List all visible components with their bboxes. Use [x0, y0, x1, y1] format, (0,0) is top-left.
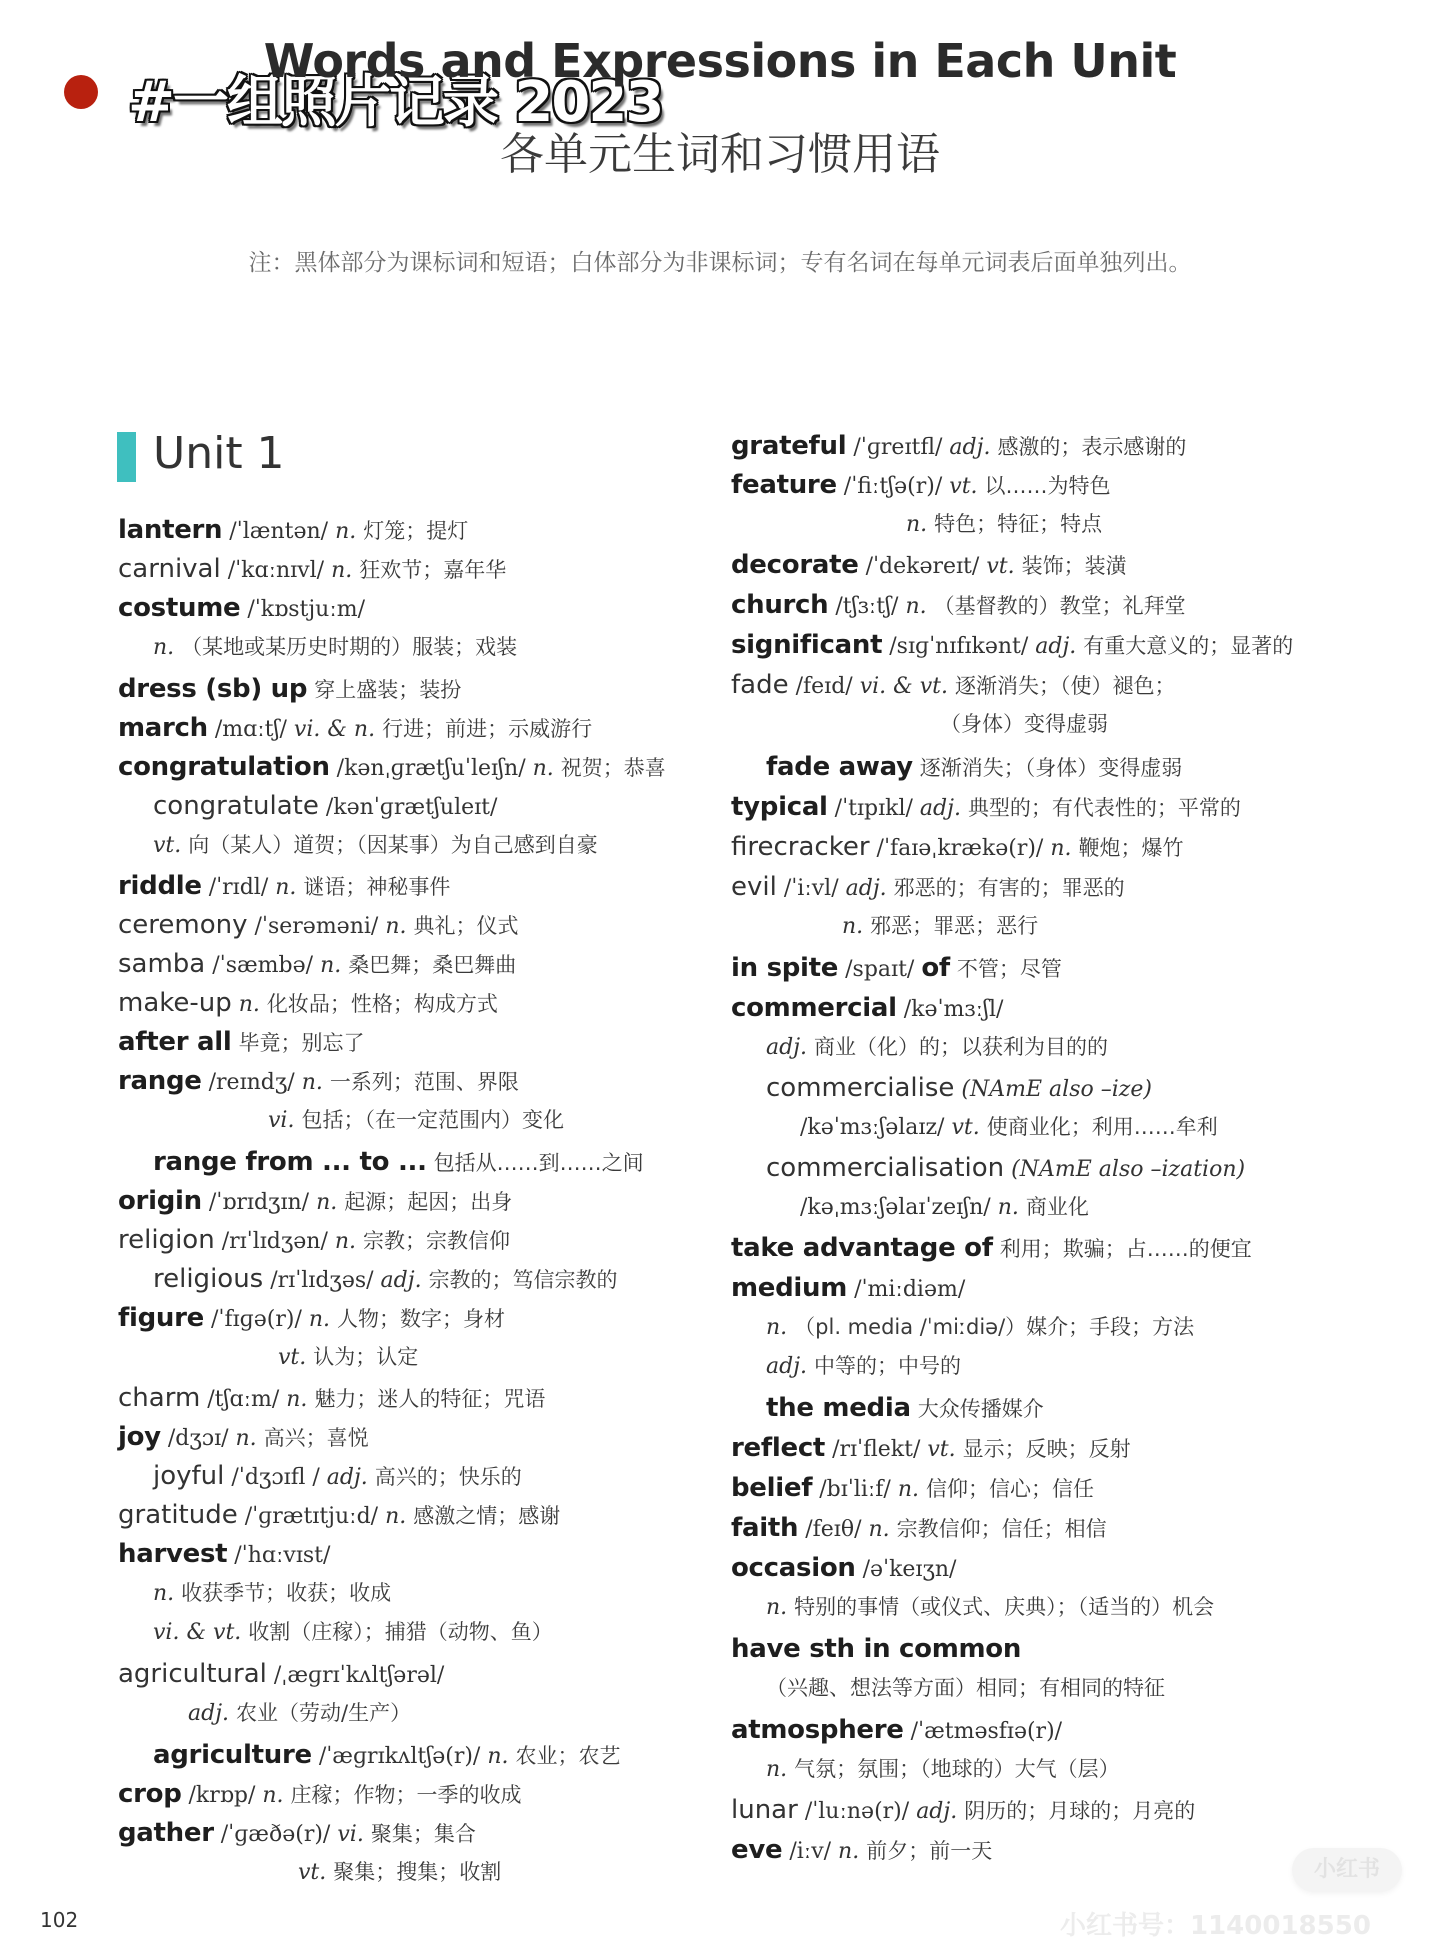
vocab-entry [731, 1553, 956, 1583]
phonetic: /əˈkeɪʒn/ [862, 1557, 957, 1582]
vocab-entry [118, 515, 468, 545]
vocab-entry [153, 1461, 522, 1491]
headword: take advantage of [731, 1233, 993, 1263]
headword-tail: of [921, 953, 950, 983]
phonetic: /ˈhɑːvɪst/ [234, 1543, 331, 1568]
vocab-entry [118, 1422, 369, 1452]
phonetic: /feɪθ/ [805, 1517, 862, 1542]
vocab-entry [118, 988, 498, 1018]
vocab-entry [118, 1659, 444, 1689]
definition: 装饰；装潢 [1021, 554, 1127, 578]
phonetic: /sɪɡˈnɪfɪkənt/ [889, 634, 1029, 659]
vocab-entry [731, 792, 1241, 822]
vocab-entry [766, 752, 1182, 782]
vocab-entry [153, 1740, 621, 1770]
spelling-variant-note: (NAmE also –ize) [961, 1077, 1152, 1102]
definition: 认为；认定 [313, 1345, 419, 1369]
vocab-entry [731, 1233, 1252, 1263]
part-of-speech: vi. [268, 1108, 295, 1133]
vocab-entry-continuation [842, 911, 1038, 941]
phonetic: /ˈɡæðə(r)/ [220, 1822, 331, 1847]
definition: 魅力；迷人的特征；咒语 [314, 1387, 546, 1411]
definition: 高兴的；快乐的 [374, 1465, 522, 1489]
phonetic: /ˌæɡrɪˈkʌltʃərəl/ [273, 1663, 445, 1688]
vocab-entry [118, 1225, 510, 1255]
vocab-entry [766, 1073, 1152, 1103]
phonetic: /ˈfɪɡə(r)/ [211, 1307, 302, 1332]
part-of-speech: n. [842, 914, 864, 939]
page-title-zh: 各单元生词和习惯用语 [500, 129, 940, 180]
headword: atmosphere [731, 1715, 904, 1745]
headword: samba [118, 949, 206, 979]
headword: harvest [118, 1539, 228, 1569]
headword: in spite [731, 953, 839, 983]
part-of-speech: n. [238, 992, 260, 1017]
vocab-entry-continuation [188, 1698, 411, 1728]
vocab-entry [731, 670, 1176, 700]
part-of-speech: n. [766, 1595, 788, 1620]
headword: religion [118, 1225, 215, 1255]
part-of-speech: vt. [298, 1860, 327, 1885]
part-of-speech: vt. [951, 1115, 980, 1140]
vocab-entry [118, 1303, 505, 1333]
part-of-speech: n. [997, 1195, 1019, 1220]
part-of-speech: vi. [337, 1822, 364, 1847]
phonetic: /tʃɜːtʃ/ [835, 594, 899, 619]
definition: 大众传播媒介 [917, 1397, 1044, 1421]
headword: medium [731, 1273, 848, 1303]
definition: 宗教信仰；信任；相信 [896, 1517, 1107, 1541]
part-of-speech: vi. & n. [293, 717, 376, 742]
headword: occasion [731, 1553, 856, 1583]
phonetic: /ˈdekəreɪt/ [865, 554, 980, 579]
definition: 宗教的；笃信宗教的 [428, 1268, 618, 1292]
definition: 邪恶；罪恶；恶行 [870, 914, 1039, 938]
vocab-entry [118, 1779, 522, 1809]
phonetic: /ˈkɑːnɪvl/ [227, 558, 325, 583]
phonetic: /ˈdʒɔɪfl / [231, 1465, 320, 1490]
part-of-speech: n. [331, 558, 353, 583]
vocab-entry-continuation [940, 709, 1108, 739]
definition: 特别的事情（或仪式、庆典）；（适当的）机会 [794, 1595, 1215, 1619]
phonetic: /ˈiːvl/ [783, 876, 839, 901]
part-of-speech: adj. [1035, 634, 1077, 659]
headword: fade [731, 670, 789, 700]
definition: 行进；前进；示威游行 [382, 717, 593, 741]
vocab-entry [766, 1393, 1044, 1423]
definition: 利用；欺骗；占……的便宜 [999, 1237, 1252, 1261]
page-number: 102 [40, 1908, 79, 1932]
vocab-entry [731, 1473, 1094, 1503]
definition: 灯笼；提灯 [363, 519, 469, 543]
headword: make-up [118, 988, 232, 1018]
definition: （基督教的）教堂；礼拜堂 [933, 594, 1186, 618]
headword: firecracker [731, 832, 870, 862]
phonetic: /bɪˈliːf/ [819, 1477, 891, 1502]
definition: （某地或某历史时期的）服装；戏装 [181, 635, 518, 659]
phonetic: /ˈfaɪəˌkrækə(r)/ [876, 836, 1044, 861]
vocab-entry [731, 550, 1127, 580]
phonetic: /kəˈmɜːʃl/ [903, 997, 1004, 1022]
definition: 聚集；搜集；收割 [333, 1860, 502, 1884]
phonetic: /ˈfiːtʃə(r)/ [843, 474, 943, 499]
phonetic: /ˈlæntən/ [229, 519, 329, 544]
phonetic: /feɪd/ [795, 674, 853, 699]
definition: 特色；特征；特点 [934, 512, 1103, 536]
headword: riddle [118, 871, 202, 901]
definition: 商业（化）的；以获利为目的的 [814, 1035, 1109, 1059]
headword: church [731, 590, 829, 620]
headword: range from ... to ... [153, 1147, 427, 1177]
definition: 不管；尽管 [956, 957, 1062, 981]
part-of-speech: adj. [766, 1354, 808, 1379]
vocab-entry [731, 832, 1184, 862]
vocab-entry [118, 1539, 330, 1569]
phonetic: /ˈluːnə(r)/ [804, 1799, 910, 1824]
definition: 以……为特色 [984, 474, 1111, 498]
part-of-speech: n. [1050, 836, 1072, 861]
part-of-speech: n. [301, 1070, 323, 1095]
vocab-entry-continuation [298, 1857, 501, 1887]
part-of-speech: n. [275, 875, 297, 900]
definition: （兴趣、想法等方面）相同；有相同的特征 [766, 1676, 1165, 1700]
headword: eve [731, 1835, 783, 1865]
phonetic: /mɑːtʃ/ [214, 717, 287, 742]
definition: （身体）变得虚弱 [940, 712, 1108, 736]
vocab-entry [118, 1818, 476, 1848]
part-of-speech: n. [308, 1307, 331, 1332]
vocab-entry [118, 713, 592, 743]
definition: 收割（庄稼）；捕猎（动物、鱼） [248, 1620, 553, 1644]
headword: range [118, 1066, 202, 1096]
phonetic: /krɒp/ [188, 1783, 256, 1808]
vocab-entry-continuation [800, 1192, 1089, 1222]
phonetic: /kənˌɡrætʃuˈleɪʃn/ [336, 756, 526, 781]
headword: march [118, 713, 208, 743]
phonetic: /kəˈmɜːʃəlaɪz/ [800, 1115, 945, 1140]
headword: belief [731, 1473, 813, 1503]
definition: 包括；（在一定范围内）变化 [301, 1108, 564, 1132]
vocab-entry [118, 752, 666, 782]
part-of-speech: n. [316, 1190, 338, 1215]
definition: 前夕；前一天 [866, 1839, 993, 1863]
part-of-speech: vt. [986, 554, 1015, 579]
part-of-speech: n. [385, 1504, 407, 1529]
part-of-speech: adj. [845, 876, 887, 901]
definition: 狂欢节；嘉年华 [359, 558, 507, 582]
vocab-entry-continuation [766, 1673, 1165, 1703]
part-of-speech: adj. [766, 1035, 808, 1060]
headword: lunar [731, 1795, 798, 1825]
headword: religious [153, 1264, 264, 1294]
vocab-entry [731, 1795, 1195, 1825]
vocab-entry-continuation [153, 1617, 553, 1647]
definition: 农业（劳动/生产） [236, 1701, 412, 1725]
headword: commercialise [766, 1073, 955, 1103]
vocab-entry [731, 993, 1003, 1023]
headword: charm [118, 1383, 201, 1413]
vocab-entry-continuation [278, 1342, 418, 1372]
part-of-speech: n. [262, 1783, 284, 1808]
headword: commercial [731, 993, 897, 1023]
definition: 收获季节；收获；收成 [181, 1581, 392, 1605]
headword: the media [766, 1393, 911, 1423]
definition: 感激之情；感谢 [413, 1504, 561, 1528]
vocab-entry [118, 1027, 364, 1057]
phonetic: /ˈɡrætɪtjuːd/ [244, 1504, 379, 1529]
definition: 典型的；有代表性的；平常的 [967, 796, 1241, 820]
headword: decorate [731, 550, 859, 580]
part-of-speech: n. [334, 1229, 357, 1254]
page-title-en: Words and Expressions in Each Unit [263, 34, 1177, 88]
vocab-entry [731, 1433, 1131, 1463]
headword: congratulate [153, 791, 319, 821]
watermark-badge: 小红书 [1292, 1848, 1402, 1892]
definition: 感激的；表示感谢的 [997, 435, 1187, 459]
vocab-entry [731, 590, 1186, 620]
phonetic: /kəˌmɜːʃəlaɪˈzeɪʃn/ [800, 1195, 991, 1220]
headword: agricultural [118, 1659, 267, 1689]
definition: 阴历的；月球的；月亮的 [964, 1799, 1196, 1823]
hashtag-overlay[interactable]: #一组照片记录 2023 [128, 70, 663, 135]
headword: evil [731, 872, 777, 902]
headword: agriculture [153, 1740, 312, 1770]
headword: after all [118, 1027, 232, 1057]
definition: 高兴；喜悦 [263, 1426, 369, 1450]
part-of-speech: n. [906, 512, 928, 537]
phonetic: /ˈtɪpɪkl/ [834, 796, 913, 821]
part-of-speech: n. [838, 1839, 860, 1864]
vocab-entry [118, 1066, 519, 1096]
phonetic: /kənˈɡrætʃuleɪt/ [325, 795, 498, 820]
headword: gratitude [118, 1500, 238, 1530]
headword: figure [118, 1303, 205, 1333]
vocab-entry-continuation [153, 632, 517, 662]
unit-heading: Unit 1 [153, 428, 285, 479]
phonetic: /ˈæɡrɪkʌltʃə(r)/ [318, 1744, 481, 1769]
headword: typical [731, 792, 828, 822]
vocab-entry-continuation [766, 1351, 961, 1381]
part-of-speech: n. [487, 1744, 509, 1769]
definition: 化妆品；性格；构成方式 [266, 992, 498, 1016]
part-of-speech: n. [897, 1477, 920, 1502]
part-of-speech: n. [532, 756, 554, 781]
part-of-speech: adj. [949, 435, 991, 460]
part-of-speech: n. [335, 519, 357, 544]
part-of-speech: vi. & vt. [859, 674, 948, 699]
headword: lantern [118, 515, 223, 545]
definition: 典礼；仪式 [413, 914, 519, 938]
part-of-speech: n. [235, 1426, 257, 1451]
definition: 信仰；信心；信任 [926, 1477, 1095, 1501]
definition: 鞭炮；爆竹 [1078, 836, 1184, 860]
definition: 商业化 [1025, 1195, 1089, 1219]
definition: 邪恶的；有害的；罪恶的 [893, 876, 1125, 900]
definition: 使商业化；利用……牟利 [986, 1115, 1218, 1139]
vocab-entry [118, 949, 516, 979]
part-of-speech: n. [905, 594, 927, 619]
vocab-entry [731, 1513, 1107, 1543]
headword: dress (sb) up [118, 674, 308, 704]
headword: fade away [766, 752, 913, 782]
headword: joyful [153, 1461, 225, 1491]
headword: joy [118, 1422, 161, 1452]
phonetic: /rɪˈlɪdʒəs/ [270, 1268, 374, 1293]
vocab-entry [731, 872, 1125, 902]
vocab-entry [118, 910, 519, 940]
phonetic: /ˈrɪdl/ [208, 875, 269, 900]
phonetic: /iːv/ [789, 1839, 832, 1864]
vocab-entry [118, 1383, 545, 1413]
legend-note: 注：黑体部分为课标词和短语；白体部分为非课标词；专有名词在每单元词表后面单独列出。 [248, 250, 1192, 276]
headword: have sth in common [731, 1634, 1022, 1664]
vocab-entry [153, 1147, 644, 1177]
vocab-entry-continuation [766, 1312, 1194, 1342]
part-of-speech: adj. [919, 796, 961, 821]
vocab-entry [118, 1186, 512, 1216]
definition: 气氛；氛围；（地球的）大气（层） [794, 1757, 1120, 1781]
phonetic: /ˈsæmbə/ [212, 953, 314, 978]
definition: 谜语；神秘事件 [303, 875, 451, 899]
part-of-speech: n. [868, 1517, 890, 1542]
headword: ceremony [118, 910, 248, 940]
phonetic: /spaɪt/ [845, 957, 915, 982]
definition: 人物；数字；身材 [337, 1307, 506, 1331]
vocab-entry [731, 953, 1062, 983]
headword: grateful [731, 431, 847, 461]
part-of-speech: adj. [188, 1701, 230, 1726]
vocab-entry-continuation [906, 509, 1102, 539]
definition: 显示；反映；反射 [962, 1437, 1131, 1461]
headword: commercialisation [766, 1153, 1005, 1183]
unit-accent-bar [117, 432, 136, 482]
phonetic: /ˈɡreɪtfl/ [853, 435, 943, 460]
part-of-speech: adj. [916, 1799, 958, 1824]
headword: carnival [118, 554, 221, 584]
part-of-speech: n. [766, 1315, 788, 1340]
phonetic: /tʃɑːm/ [207, 1387, 280, 1412]
part-of-speech: vi. & vt. [153, 1620, 242, 1645]
headword: gather [118, 1818, 214, 1848]
phonetic: /dʒɔɪ/ [167, 1426, 229, 1451]
vocab-entry [118, 674, 461, 704]
definition: 农业；农艺 [515, 1744, 621, 1768]
definition: 一系列；范围、界限 [329, 1070, 519, 1094]
vocab-entry [766, 1153, 1245, 1183]
definition: 庄稼；作物；一季的收成 [290, 1783, 522, 1807]
part-of-speech: n. [385, 914, 407, 939]
headword: feature [731, 470, 837, 500]
headword: reflect [731, 1433, 826, 1463]
definition: 祝贺；恭喜 [560, 756, 666, 780]
phonetic: /ˈmiːdiəm/ [854, 1277, 966, 1302]
definition: 包括从……到……之间 [433, 1151, 644, 1175]
part-of-speech: n. [320, 953, 342, 978]
definition: 聚集；集合 [370, 1822, 476, 1846]
definition: 中等的；中号的 [814, 1354, 962, 1378]
phonetic: /reɪndʒ/ [208, 1070, 295, 1095]
part-of-speech: adj. [380, 1268, 422, 1293]
part-of-speech: n. [286, 1387, 308, 1412]
vocab-entry [731, 1273, 965, 1303]
vocab-entry [118, 871, 450, 901]
vocab-entry-continuation [766, 1032, 1108, 1062]
definition-plural: （pl. media /ˈmiːdiə/）媒介；手段；方法 [794, 1315, 1195, 1339]
part-of-speech: vt. [927, 1437, 956, 1462]
phonetic: /rɪˈlɪdʒən/ [221, 1229, 328, 1254]
vocab-entry [731, 431, 1186, 461]
vocab-entry-continuation [153, 830, 598, 860]
vocab-entry-continuation [800, 1112, 1218, 1142]
definition: 有重大意义的；显著的 [1083, 634, 1294, 658]
headword: costume [118, 593, 241, 623]
phonetic: /ˈserəməni/ [254, 914, 379, 939]
part-of-speech: vt. [153, 833, 182, 858]
headword: congratulation [118, 752, 330, 782]
headword: crop [118, 1779, 182, 1809]
vocab-entry [153, 1264, 618, 1294]
vocab-entry [731, 1715, 1062, 1745]
vocab-entry-continuation [153, 1578, 391, 1608]
definition: 穿上盛装；装扮 [314, 678, 462, 702]
headword: faith [731, 1513, 799, 1543]
definition: 逐渐消失；（使）褪色； [955, 674, 1176, 698]
vocab-entry [118, 554, 506, 584]
part-of-speech: n. [766, 1757, 788, 1782]
part-of-speech: vt. [949, 474, 978, 499]
vocab-entry [118, 593, 365, 623]
vocab-entry [118, 1500, 560, 1530]
phonetic: /rɪˈflekt/ [832, 1437, 921, 1462]
vocab-entry-continuation [766, 1754, 1120, 1784]
part-of-speech: n. [153, 1581, 175, 1606]
spelling-variant-note: (NAmE also –ization) [1011, 1157, 1246, 1182]
definition: 逐渐消失；（身体）变得虚弱 [919, 756, 1183, 780]
part-of-speech: vt. [278, 1345, 307, 1370]
definition: 毕竟；别忘了 [238, 1031, 365, 1055]
vocab-entry [731, 1634, 1021, 1664]
part-of-speech: n. [153, 635, 175, 660]
vocab-entry-continuation [268, 1105, 564, 1135]
vocab-entry [153, 791, 497, 821]
definition: 起源；起因；出身 [344, 1190, 513, 1214]
vocab-entry [731, 630, 1293, 660]
phonetic: /ˈkɒstjuːm/ [247, 597, 366, 622]
headword: origin [118, 1186, 202, 1216]
phonetic: /ˈɒrɪdʒɪn/ [208, 1190, 310, 1215]
watermark-id: 小红书号：1140018550 [1060, 1911, 1371, 1941]
definition: 宗教；宗教信仰 [363, 1229, 511, 1253]
part-of-speech: adj. [326, 1465, 368, 1490]
phonetic: /ˈætməsfɪə(r)/ [910, 1719, 1063, 1744]
vocab-entry [731, 470, 1111, 500]
definition: 桑巴舞；桑巴舞曲 [348, 953, 517, 977]
vocab-entry-continuation [766, 1592, 1214, 1622]
headword: significant [731, 630, 883, 660]
definition: 向（某人）道贺；（因某事）为自己感到自豪 [188, 833, 598, 857]
vocab-entry [731, 1835, 992, 1865]
